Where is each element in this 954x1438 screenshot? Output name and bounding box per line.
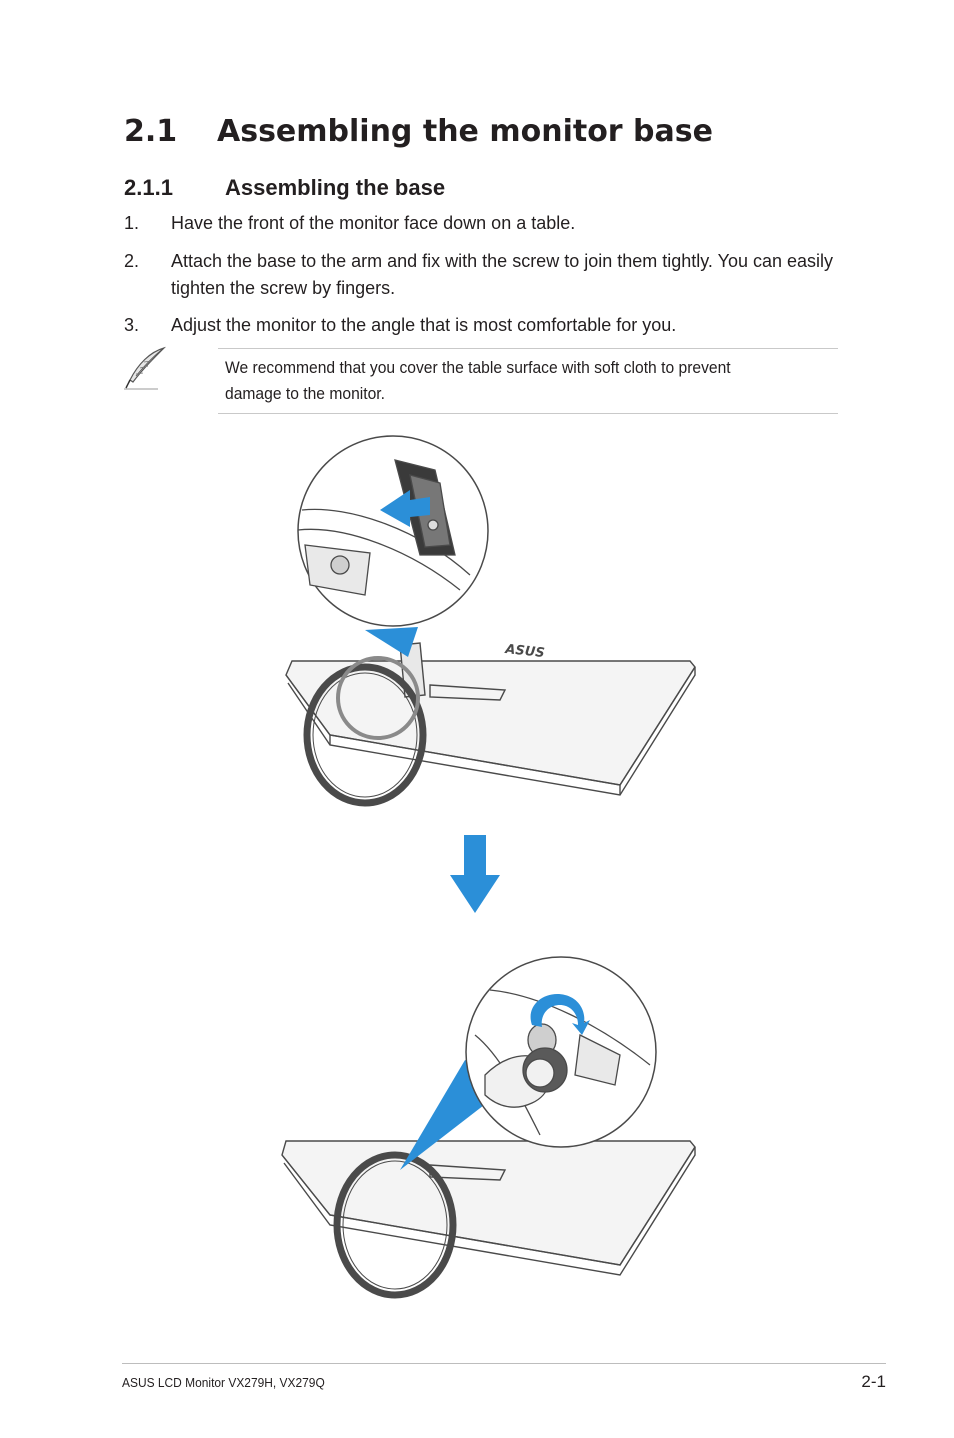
- note-text: We recommend that you cover the table surface with soft cloth to prevent damage to the monitor.: [225, 358, 731, 403]
- step-item: [124, 210, 844, 237]
- footer-product: ASUS LCD Monitor VX279H, VX279Q: [122, 1375, 325, 1390]
- step-text: Attach the base to the arm and fix with the screw to join them tightly. You can easily tighten the screw by fingers.: [171, 251, 834, 298]
- step-item: [124, 312, 844, 339]
- subsection-title: Assembling the base: [225, 175, 446, 200]
- note-box: [218, 348, 838, 414]
- section-title: Assembling the monitor base: [217, 114, 713, 149]
- steps-list: [124, 210, 844, 339]
- step-number: 2.: [124, 251, 140, 271]
- page-number: 2-1: [861, 1372, 886, 1391]
- footer-divider: [122, 1363, 886, 1364]
- step-item: [124, 248, 844, 302]
- feather-pen-icon: [120, 344, 170, 394]
- step-text: Have the front of the monitor face down on a table.: [171, 213, 576, 233]
- section-heading: [124, 114, 713, 149]
- step-number: 1.: [124, 213, 140, 233]
- step-number: 3.: [124, 315, 140, 335]
- section-number: 2.1: [124, 114, 178, 149]
- monitor-bottom-drawing: [282, 1141, 695, 1295]
- step-text: Adjust the monitor to the angle that is most comfortable for you.: [171, 315, 677, 335]
- subsection-number: 2.1.1: [124, 175, 173, 200]
- down-arrow: [450, 835, 500, 913]
- assembly-illustration: [270, 435, 700, 1305]
- subsection-heading: [124, 175, 445, 201]
- zoom-circle-bottom: [466, 957, 656, 1147]
- asus-logo: ASUS: [504, 642, 546, 662]
- zoom-circle-top: [298, 436, 488, 626]
